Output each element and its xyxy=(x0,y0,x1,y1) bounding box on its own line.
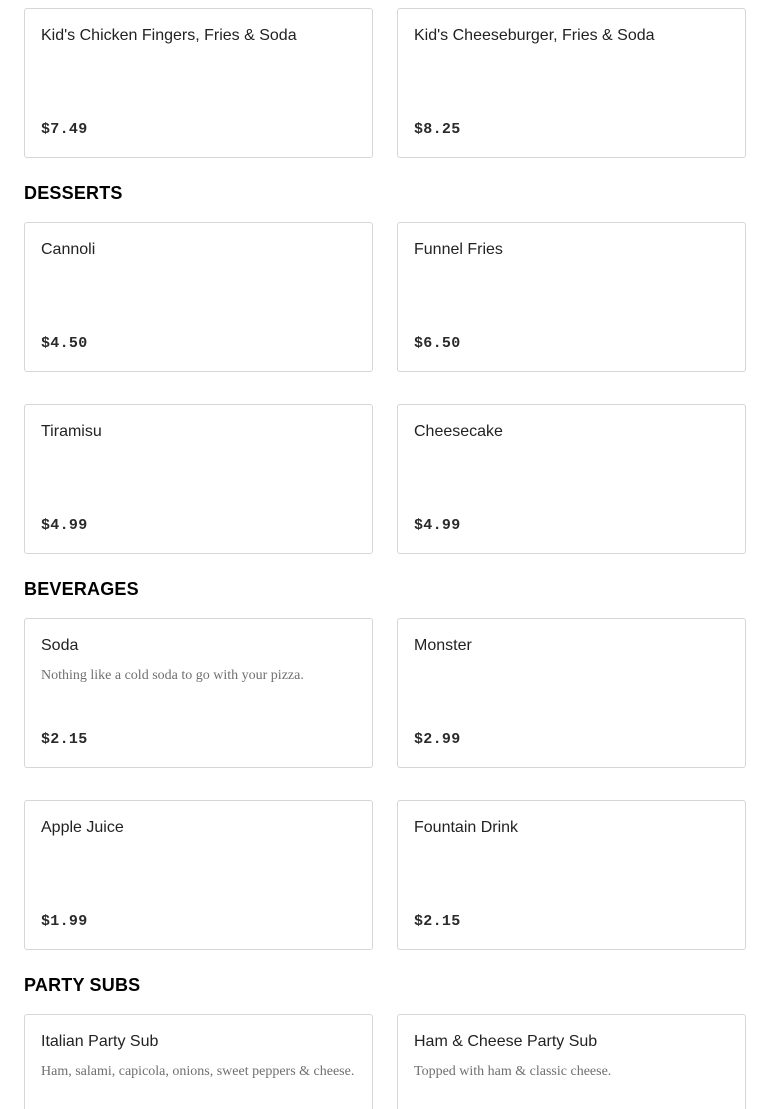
item-name: Italian Party Sub xyxy=(41,1033,159,1050)
item-name: Kid's Cheeseburger, Fries & Soda xyxy=(414,27,655,44)
menu-item-card[interactable] xyxy=(24,1014,373,1109)
menu-item-card[interactable] xyxy=(397,222,746,372)
item-name: Soda xyxy=(41,637,79,654)
item-name: Funnel Fries xyxy=(414,241,503,258)
item-price: $2.15 xyxy=(414,913,461,930)
item-price: $7.49 xyxy=(41,121,88,138)
item-description: Topped with ham & classic cheese. xyxy=(414,1064,612,1079)
menu-item-card[interactable] xyxy=(397,8,746,158)
item-name: Cannoli xyxy=(41,241,96,258)
section-title-desserts: DESSERTS xyxy=(24,183,123,203)
item-name: Ham & Cheese Party Sub xyxy=(414,1033,598,1050)
item-name: Fountain Drink xyxy=(414,819,519,836)
item-price: $4.50 xyxy=(41,335,88,352)
menu-item-card[interactable] xyxy=(397,1014,746,1109)
item-price: $2.15 xyxy=(41,731,88,748)
item-price: $2.99 xyxy=(414,731,461,748)
menu-item-card[interactable] xyxy=(24,222,373,372)
item-name: Monster xyxy=(414,637,472,654)
item-price: $4.99 xyxy=(414,517,461,534)
menu-item-card[interactable] xyxy=(397,800,746,950)
section-title-beverages: BEVERAGES xyxy=(24,579,139,599)
item-price: $1.99 xyxy=(41,913,88,930)
menu-item-card[interactable] xyxy=(397,404,746,554)
item-name: Tiramisu xyxy=(41,423,102,440)
item-name: Cheesecake xyxy=(414,423,503,440)
item-price: $8.25 xyxy=(414,121,461,138)
menu-item-card[interactable] xyxy=(24,800,373,950)
item-price: $6.50 xyxy=(414,335,461,352)
menu-item-card[interactable] xyxy=(24,618,373,768)
item-name: Apple Juice xyxy=(41,819,124,836)
section-title-party-subs: PARTY SUBS xyxy=(24,975,141,995)
item-name: Kid's Chicken Fingers, Fries & Soda xyxy=(41,27,297,44)
menu-item-card[interactable] xyxy=(24,404,373,554)
menu-item-card[interactable] xyxy=(397,618,746,768)
item-price: $4.99 xyxy=(41,517,88,534)
menu-item-card[interactable] xyxy=(24,8,373,158)
item-description: Ham, salami, capicola, onions, sweet peppers & cheese. xyxy=(41,1064,355,1079)
item-description: Nothing like a cold soda to go with your pizza. xyxy=(41,668,304,683)
